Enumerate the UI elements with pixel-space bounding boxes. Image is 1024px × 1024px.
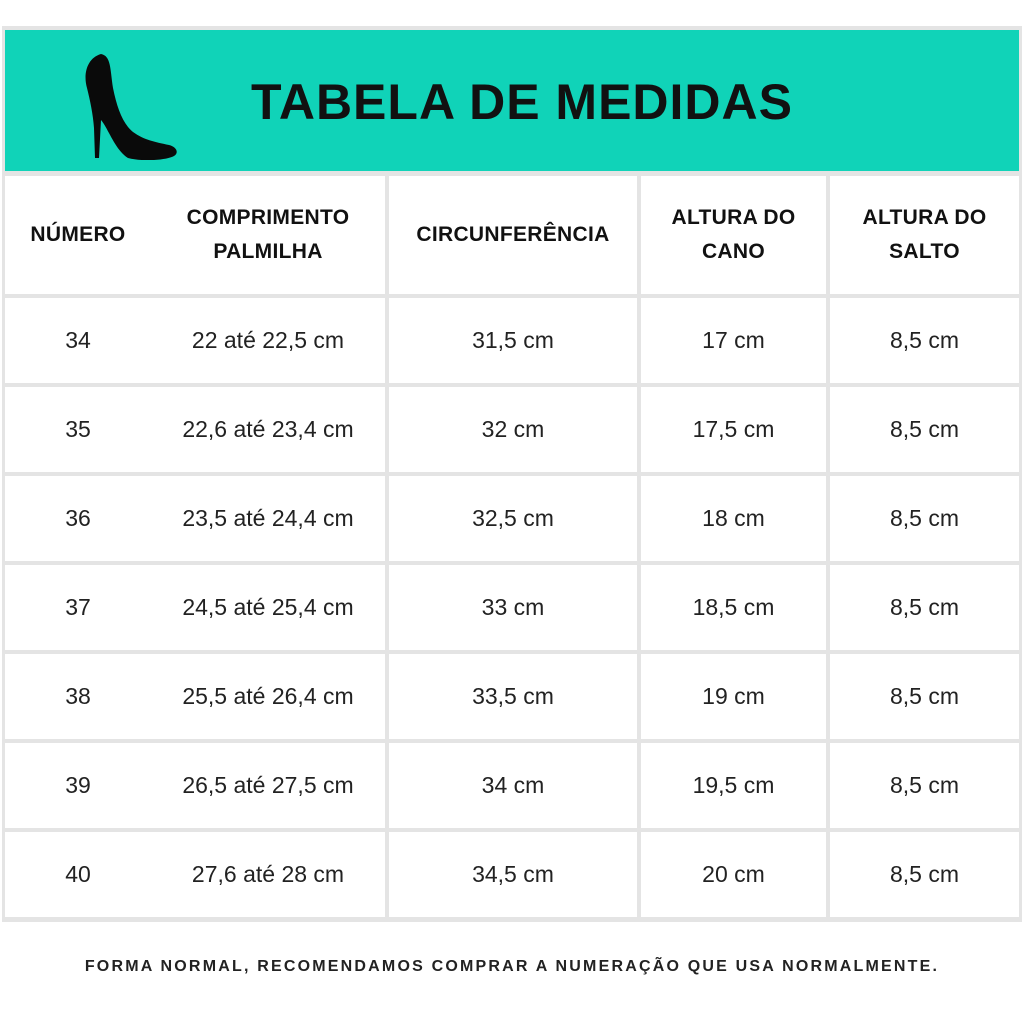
- cell-altura-cano: 17 cm: [641, 298, 826, 383]
- header-altura-cano: ALTURA DO CANO: [641, 176, 826, 294]
- cell-altura-salto: 8,5 cm: [830, 832, 1019, 917]
- page-title: TABELA DE MEDIDAS: [251, 74, 793, 130]
- cell-circunferencia: 31,5 cm: [389, 298, 637, 383]
- cell-altura-cano: 18 cm: [641, 476, 826, 561]
- cell-altura-cano: 18,5 cm: [641, 565, 826, 650]
- cell-circunferencia: 34,5 cm: [389, 832, 637, 917]
- cell-circunferencia: 33 cm: [389, 565, 637, 650]
- cell-numero: 37: [5, 565, 151, 650]
- cell-circunferencia: 32 cm: [389, 387, 637, 472]
- cell-numero: 40: [5, 832, 151, 917]
- cell-altura-salto: 8,5 cm: [830, 476, 1019, 561]
- cell-altura-salto: 8,5 cm: [830, 743, 1019, 828]
- header-circunferencia: CIRCUNFERÊNCIA: [389, 176, 637, 294]
- header-altura-salto: ALTURA DO SALTO: [830, 176, 1019, 294]
- cell-altura-cano: 19,5 cm: [641, 743, 826, 828]
- cell-altura-cano: 17,5 cm: [641, 387, 826, 472]
- cell-numero: 35: [5, 387, 151, 472]
- cell-altura-salto: 8,5 cm: [830, 654, 1019, 739]
- cell-numero: 36: [5, 476, 151, 561]
- cell-numero: 38: [5, 654, 151, 739]
- cell-numero: 39: [5, 743, 151, 828]
- cell-altura-salto: 8,5 cm: [830, 387, 1019, 472]
- cell-comprimento: 26,5 até 27,5 cm: [151, 743, 385, 828]
- cell-altura-salto: 8,5 cm: [830, 565, 1019, 650]
- cell-altura-salto: 8,5 cm: [830, 298, 1019, 383]
- cell-comprimento: 27,6 até 28 cm: [151, 832, 385, 917]
- footer-note: FORMA NORMAL, RECOMENDAMOS COMPRAR A NUMERAÇÃO QUE USA NORMALMENTE.: [84, 958, 940, 975]
- cell-comprimento: 22,6 até 23,4 cm: [151, 387, 385, 472]
- cell-circunferencia: 33,5 cm: [389, 654, 637, 739]
- cell-comprimento: 24,5 até 25,4 cm: [151, 565, 385, 650]
- cell-circunferencia: 32,5 cm: [389, 476, 637, 561]
- cell-altura-cano: 20 cm: [641, 832, 826, 917]
- header-banner: [5, 30, 1019, 171]
- cell-circunferencia: 34 cm: [389, 743, 637, 828]
- cell-altura-cano: 19 cm: [641, 654, 826, 739]
- cell-comprimento: 25,5 até 26,4 cm: [151, 654, 385, 739]
- header-numero: NÚMERO: [5, 176, 151, 294]
- cell-numero: 34: [5, 298, 151, 383]
- header-comprimento: COMPRIMENTO PALMILHA: [151, 176, 385, 294]
- cell-comprimento: 23,5 até 24,4 cm: [151, 476, 385, 561]
- cell-comprimento: 22 até 22,5 cm: [151, 298, 385, 383]
